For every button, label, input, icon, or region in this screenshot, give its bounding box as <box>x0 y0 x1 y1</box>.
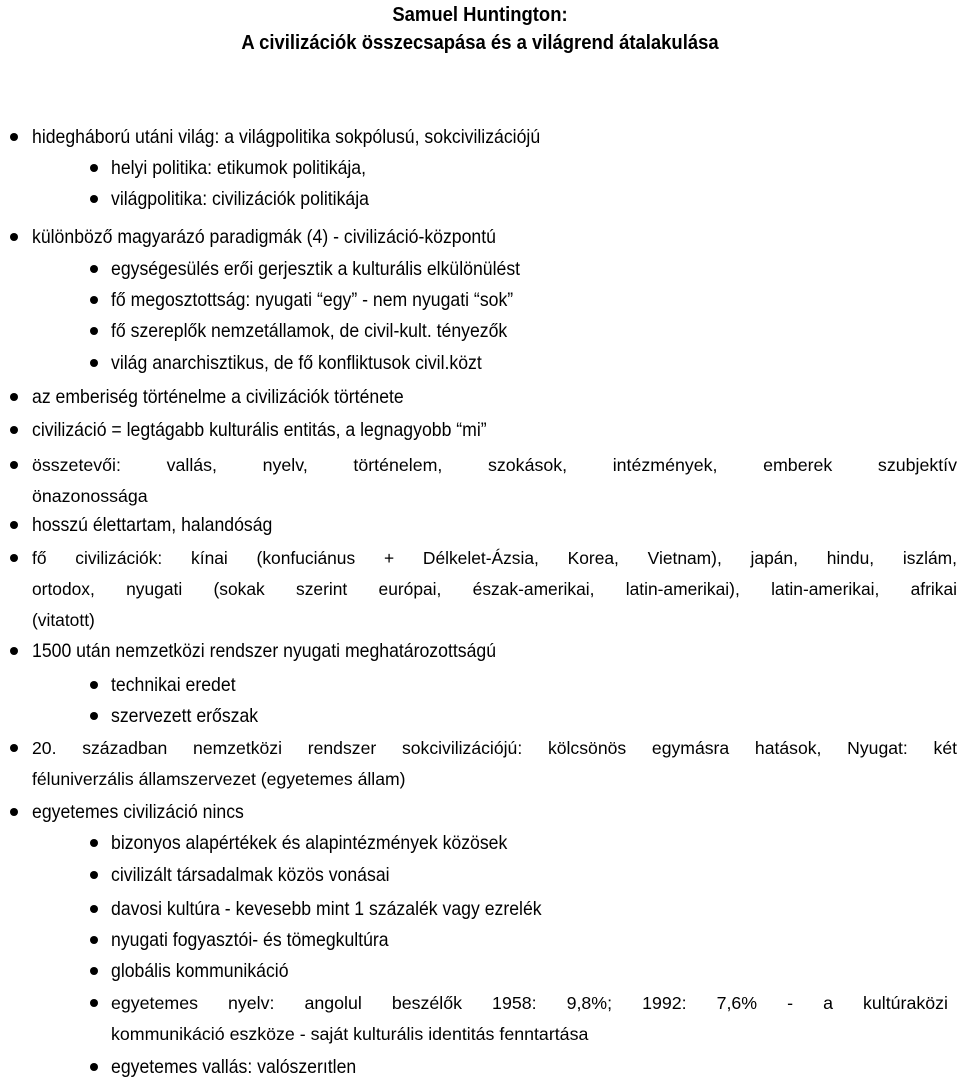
bullet-icon <box>10 233 18 241</box>
list-item-text-line-2: ortodox, nyugati (sokak szerint európai, észak-amerikai, latin-amerikai), latin-amerikai, afrikai <box>32 579 957 599</box>
bullet-icon <box>10 744 18 752</box>
list-item <box>32 415 534 446</box>
list-item-text: fő megosztottság: nyugati “egy” - nem nyugati “sok” <box>111 289 514 311</box>
bullet-icon <box>10 647 18 655</box>
list-item-text-line-1: 20. században nemzetközi rendszer sokcivilizációjú: kölcsönös egymásra hatások, Nyugat: két <box>32 738 957 758</box>
list-item-text: nyugati fogyasztói- és tömegkultúra <box>111 929 389 951</box>
sub-list-item <box>111 925 418 956</box>
bullet-icon <box>10 426 18 434</box>
list-item-text-line-2: kommunikáció eszköze - saját kulturális identitás fenntartása <box>111 1024 589 1044</box>
list-item-text: világ anarchisztikus, de fő konfliktusok civil.közt <box>111 352 482 374</box>
sub-list-item <box>111 988 948 1050</box>
sub-list-item <box>111 701 274 732</box>
list-item <box>32 450 957 512</box>
bullet-icon <box>90 871 98 879</box>
sub-list-item <box>111 670 249 701</box>
list-item-text-line-2: féluniverzális államszervezet (egyetemes állam) <box>32 769 406 789</box>
sub-list-item <box>111 1052 382 1083</box>
bullet-icon <box>90 359 98 367</box>
document-title: A civilizációk összecsapása és a világrend átalakulása <box>241 31 719 54</box>
list-item-text: világpolitika: civilizációk politikája <box>111 188 369 210</box>
bullet-icon <box>90 681 98 689</box>
bullet-icon <box>10 521 18 529</box>
bullet-icon <box>10 133 18 141</box>
list-item-text: különböző magyarázó paradigmák (4) - civilizáció-központú <box>32 226 496 248</box>
bullet-icon <box>10 554 18 562</box>
list-item-text: hosszú élettartam, halandóság <box>32 514 273 536</box>
list-item-text: az emberiség történelme a civilizációk története <box>32 386 404 408</box>
sub-list-item <box>111 254 563 285</box>
list-item-text: civilizált társadalmak közös vonásai <box>111 864 390 886</box>
sub-list-item <box>111 348 521 379</box>
list-item-text: globális kommunikáció <box>111 960 289 982</box>
bullet-icon <box>90 839 98 847</box>
list-item <box>32 543 957 636</box>
document-title-author: Samuel Huntington: <box>392 3 568 26</box>
bullet-icon <box>90 296 98 304</box>
bullet-icon <box>10 393 18 401</box>
bullet-icon <box>90 1063 98 1071</box>
list-item-text: davosi kultúra - kevesebb mint 1 százalék vagy ezrelék <box>111 898 542 920</box>
bullet-icon <box>90 265 98 273</box>
list-item-text: szervezett erőszak <box>111 705 259 727</box>
list-item <box>32 636 545 667</box>
list-item <box>32 510 298 541</box>
list-item-text-line-1: egyetemes nyelv: angolul beszélők 1958: 9,8%; 1992: 7,6% - a kultúraközi <box>111 993 948 1013</box>
sub-list-item <box>111 153 393 184</box>
bullet-icon <box>90 999 98 1007</box>
list-item <box>32 797 266 828</box>
bullet-icon <box>90 164 98 172</box>
bullet-icon <box>10 461 18 469</box>
list-item-text: egységesülés erői gerjesztik a kulturális elkülönülést <box>111 258 521 280</box>
list-item-text: hidegháború utáni világ: a világpolitika sokpólusú, sokcivilizációjú <box>32 126 541 148</box>
list-item <box>32 122 594 153</box>
list-item-text: technikai eredet <box>111 674 236 696</box>
sub-list-item <box>111 828 549 859</box>
bullet-icon <box>90 327 98 335</box>
bullet-icon <box>90 967 98 975</box>
list-item-text: fő szereplők nemzetállamok, de civil-kult. tényezők <box>111 320 508 342</box>
bullet-icon <box>10 808 18 816</box>
sub-list-item <box>111 860 419 891</box>
sub-list-item <box>111 894 587 925</box>
list-item <box>32 222 545 253</box>
list-item <box>32 733 957 795</box>
list-item-text-line-3: (vitatott) <box>32 610 95 630</box>
list-item <box>32 382 443 413</box>
list-item-text-line-1: fő civilizációk: kínai (konfuciánus + Délkelet-Ázsia, Korea, Vietnam), japán, hindu, iszlám, <box>32 548 957 568</box>
sub-list-item <box>111 285 555 316</box>
sub-list-item <box>111 956 307 987</box>
list-item-text: 1500 után nemzetközi rendszer nyugati meghatározottságú <box>32 640 497 662</box>
bullet-icon <box>90 936 98 944</box>
list-item-text-line-1: összetevői: vallás, nyelv, történelem, szokások, intézmények, emberek szubjektív <box>32 455 957 475</box>
sub-list-item <box>111 316 549 347</box>
list-item-text: bizonyos alapértékek és alapintézmények közösek <box>111 832 508 854</box>
bullet-icon <box>90 712 98 720</box>
bullet-icon <box>90 905 98 913</box>
bullet-icon <box>90 195 98 203</box>
list-item-text-line-2: önazonossága <box>32 486 148 506</box>
list-item-text: egyetemes vallás: valószerıtlen <box>111 1056 357 1078</box>
list-item-text: egyetemes civilizáció nincs <box>32 801 244 823</box>
list-item-text: civilizáció = legtágabb kulturális entitás, a legnagyobb “mi” <box>32 419 487 441</box>
list-item-text: helyi politika: etikumok politikája, <box>111 157 367 179</box>
sub-list-item <box>111 184 396 215</box>
